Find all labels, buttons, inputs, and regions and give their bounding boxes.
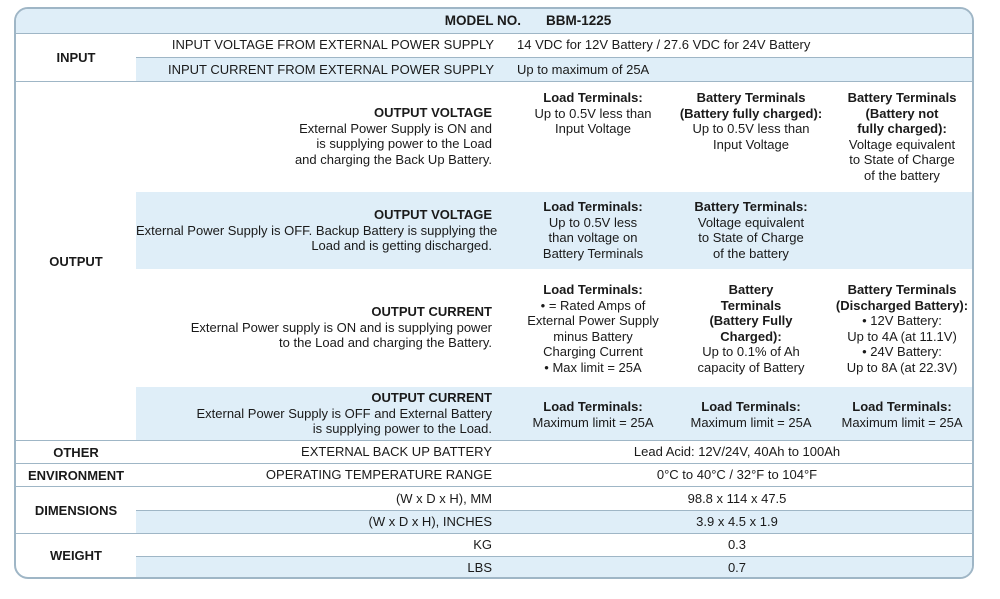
spec-table [14, 7, 974, 579]
output-current-on-row [136, 269, 972, 387]
dimensions-mm-row [136, 487, 972, 510]
condition-title: OUTPUT VOLTAGE [374, 105, 492, 120]
condition-label: OUTPUT VOLTAGE External Power Supply is ON and is supplying power to the Load and charging the Back Up Battery. [136, 105, 492, 167]
output-voltage-off-row [136, 192, 972, 269]
input-current-row [136, 58, 972, 81]
spec-value: 3.9 x 4.5 x 1.9 [696, 514, 778, 530]
spec-value: Up to maximum of 25A [517, 61, 650, 77]
battery-terminals-cell: Battery Terminals (Battery fully charged): Up to 0.5V less than Input Voltage [679, 90, 823, 152]
spec-label: INPUT CURRENT FROM EXTERNAL POWER SUPPLY [167, 61, 494, 77]
load-terminals-cell: Load Terminals: • = Rated Amps of External Power Supply minus Battery Charging Current • Max limit = 25A [527, 282, 659, 375]
battery-terminals-partial-cell: Battery Terminals (Battery not fully charged): Voltage equivalent to State of Charge of the battery [847, 90, 957, 183]
category-weight: WEIGHT [50, 548, 102, 563]
spec-value: 0°C to 40°C / 32°F to 104°F [656, 467, 818, 483]
condition-title: OUTPUT CURRENT [371, 390, 492, 405]
spec-value: 0.7 [727, 560, 747, 576]
condition-label: OUTPUT CURRENT External Power Supply is OFF and External Battery is supplying power to the Load. [136, 390, 492, 437]
weight-kg-row [136, 534, 972, 556]
spec-label: EXTERNAL BACK UP BATTERY [301, 444, 492, 460]
environment-row [136, 464, 972, 486]
spec-label: KG [473, 537, 492, 553]
output-current-off-row [136, 387, 972, 440]
spec-label: (W x D x H), MM [395, 490, 492, 506]
load-terminals-cell: Load Terminals: Maximum limit = 25A [841, 399, 963, 430]
output-voltage-on-row [136, 82, 972, 192]
category-output: OUTPUT [49, 253, 103, 269]
spec-label: (W x D x H), INCHES [368, 514, 492, 530]
condition-label: OUTPUT CURRENT External Power supply is ON and is supplying power to the Load and charging the Battery. [136, 304, 492, 351]
dimensions-inches-row [136, 511, 972, 533]
battery-terminals-cell: Battery Terminals (Battery Fully Charged): Up to 0.1% of Ah capacity of Battery [697, 282, 805, 375]
spec-value: 14 VDC for 12V Battery / 27.6 VDC for 24V Battery [517, 37, 811, 53]
category-environment: ENVIRONMENT [27, 467, 125, 483]
load-terminals-cell: Load Terminals: Up to 0.5V less than voltage on Battery Terminals [542, 199, 644, 261]
weight-lbs-row [136, 557, 972, 579]
spec-label: OPERATING TEMPERATURE RANGE [265, 467, 492, 483]
input-voltage-row [136, 33, 972, 57]
category-input: INPUT [56, 49, 96, 65]
spec-value: 0.3 [727, 537, 747, 553]
model-label: MODEL NO. [444, 13, 521, 29]
spec-label: INPUT VOLTAGE FROM EXTERNAL POWER SUPPLY [171, 37, 494, 53]
category-other: OTHER [53, 444, 99, 460]
battery-terminals-cell: Battery Terminals: Voltage equivalent to State of Charge of the battery [694, 199, 808, 261]
table-header [16, 9, 972, 33]
category-dimensions: DIMENSIONS [34, 502, 118, 518]
condition-title: OUTPUT VOLTAGE [374, 207, 492, 222]
spec-value: Lead Acid: 12V/24V, 40Ah to 100Ah [633, 444, 841, 460]
spec-label: LBS [467, 560, 492, 576]
model-value: BBM-1225 [546, 13, 612, 29]
condition-label: OUTPUT VOLTAGE External Power Supply is OFF. Backup Battery is supplying the Load and is getting discharged. [136, 207, 498, 253]
condition-title: OUTPUT CURRENT [371, 304, 492, 319]
load-terminals-cell: Load Terminals: Maximum limit = 25A [532, 399, 654, 430]
other-row [136, 441, 972, 463]
load-terminals-cell: Load Terminals: Up to 0.5V less than Input Voltage [534, 90, 652, 136]
spec-value: 98.8 x 114 x 47.5 [687, 490, 787, 506]
load-terminals-cell: Load Terminals: Maximum limit = 25A [690, 399, 812, 430]
battery-terminals-discharged-cell: Battery Terminals (Discharged Battery): • 12V Battery: Up to 4A (at 11.1V) • 24V Battery: Up to 8A (at 22.3V) [835, 282, 969, 375]
